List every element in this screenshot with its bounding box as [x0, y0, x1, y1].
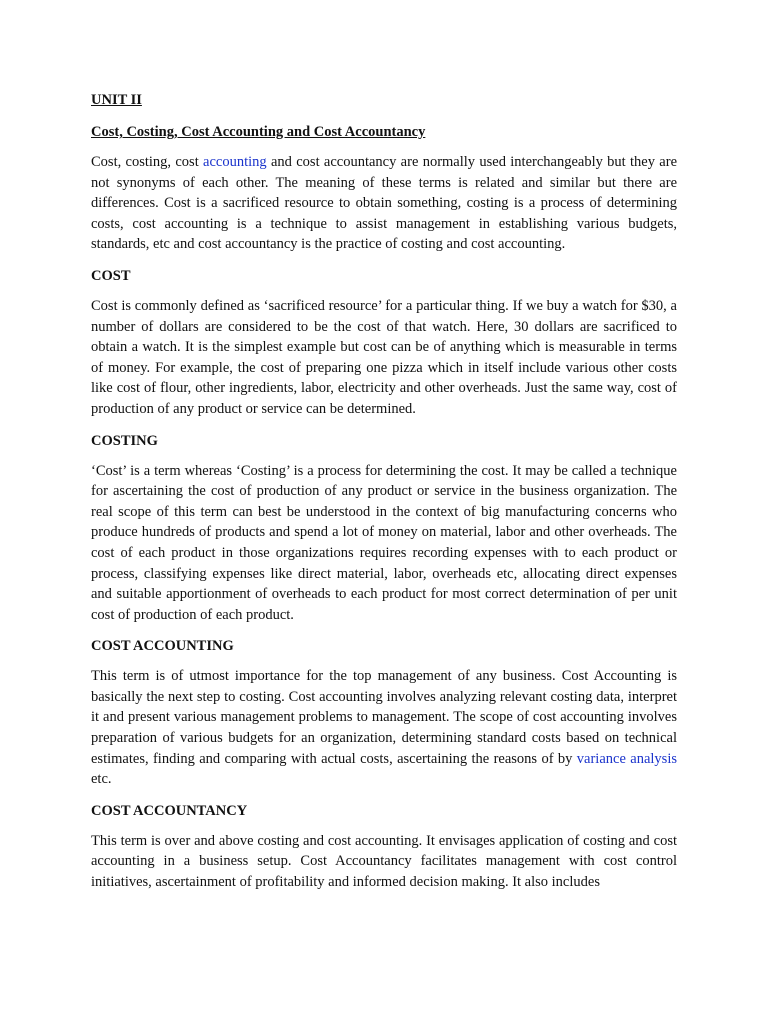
accounting-link[interactable]: accounting — [203, 154, 267, 170]
cost-paragraph: Cost is commonly defined as ‘sacrificed resource’ for a particular thing. If we buy a watch for $30, a number of dollars are considered to be the cost of that watch. Here, 30 dollars are sacrificed to obtain a watch. It is the simplest example but cost can be of anything which is measurable in terms of money. For example, the cost of preparing one pizza which in itself include various other costs like cost of flour, other ingredients, labor, electricity and other overheads. Just the same way, cost of production of any product or service can be determined. — [91, 297, 677, 417]
cost-accounting-paragraph — [91, 666, 677, 790]
page-title: Cost, Costing, Cost Accounting and Cost Accountancy — [91, 124, 426, 140]
intro-text-start: Cost, costing, cost — [91, 154, 204, 170]
cost-accounting-text-start: This term is of utmost importance for the top management of any business. Cost Accounting is basically the next step to costing. Cost accounting involves analyzing relevant costing data, interpret it and present various management problems to management. The scope of cost accounting involves preparation of various budgets for an organization, determining standard costs based on technical estimates, finding and comparing with actual costs, ascertaining the reasons of by — [91, 668, 677, 767]
cost-accountancy-heading: COST ACCOUNTANCY — [91, 802, 248, 819]
intro-text-end: and cost accountancy are normally used interchangeably but they are not synonyms of each other. The meaning of these terms is related and similar but there are differences. Cost is a sacrificed resource to obtain something, costing is a process of determining costs, cost accounting is a technique to assist management in establishing various budgets, standards, etc and cost accountancy is the practice of costing and cost accounting. — [91, 154, 677, 253]
cost-accountancy-paragraph: This term is over and above costing and cost accounting. It envisages application of costing and cost accounting in a business setup. Cost Accountancy facilitates management with cost control initiatives, ascertainment of profitability and informed decision making. It also includes — [91, 832, 677, 891]
cost-heading: COST — [91, 267, 131, 284]
cost-accounting-heading: COST ACCOUNTING — [91, 638, 234, 655]
unit-title: UNIT II — [91, 92, 142, 108]
costing-heading: COSTING — [91, 432, 158, 449]
variance-analysis-link[interactable]: variance analysis — [576, 750, 677, 767]
cost-accounting-text-end: etc. — [91, 771, 112, 788]
intro-paragraph — [91, 152, 677, 255]
costing-paragraph: ‘Cost’ is a term whereas ‘Costing’ is a process for determining the cost. It may be called a technique for ascertaining the cost of production of any product or service in the business organization. The real scope of this term can best be understood in the context of big manufacturing concerns who produce hundreds of products and spend a lot of money on material, labor and other overheads. The cost of each product in those organizations requires recording expenses with to each product or process, classifying expenses like direct material, labor, overheads etc, allocating direct expenses and suitable apportionment of overheads to each product for most correct determination of per unit cost of production of each product. — [91, 462, 677, 623]
